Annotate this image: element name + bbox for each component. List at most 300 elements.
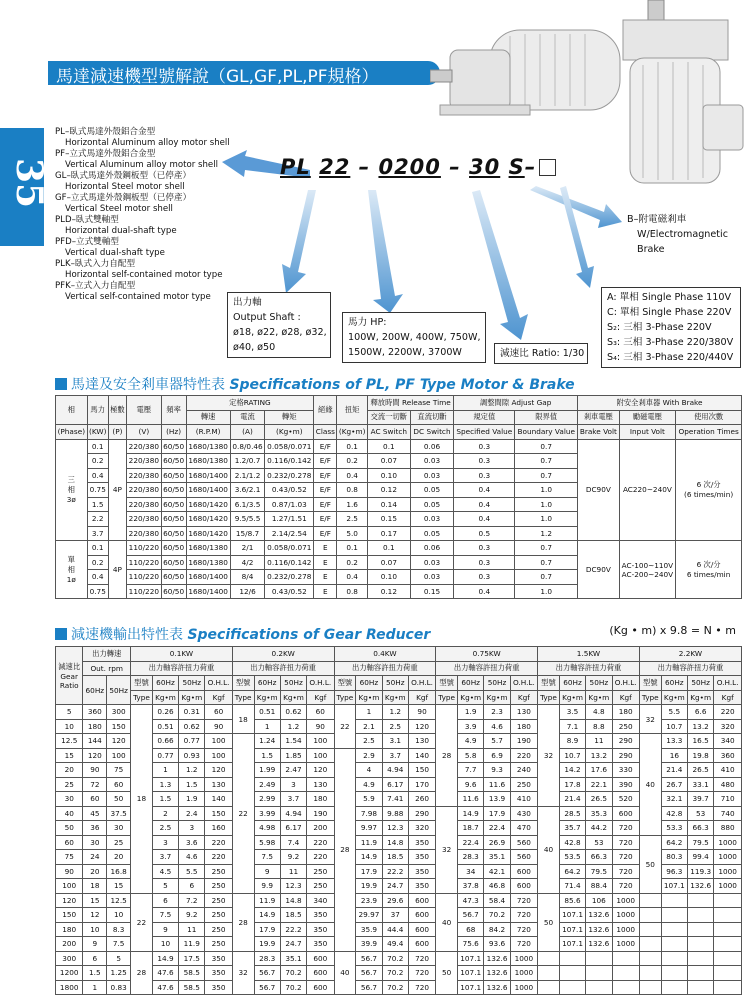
table-cell: 60Hz bbox=[458, 676, 484, 691]
table-cell: 1.6 bbox=[337, 497, 368, 512]
section-marker-icon bbox=[55, 628, 67, 640]
table-cell: 710 bbox=[714, 792, 742, 807]
table-cell: 26.5 bbox=[586, 792, 612, 807]
phase-text: 1ø bbox=[66, 575, 76, 584]
table-cell: 0.5 bbox=[454, 526, 515, 541]
table-cell: 132.6 bbox=[586, 937, 612, 952]
table-cell: 60/50 bbox=[161, 439, 186, 454]
table-cell: Kg•m bbox=[382, 690, 408, 705]
table-cell: 99.4 bbox=[688, 850, 714, 865]
table-cell: 300 bbox=[56, 951, 83, 966]
table-cell: 型號 bbox=[131, 676, 153, 691]
table-cell: 0.31 bbox=[179, 705, 205, 720]
table-cell: 0.3 bbox=[454, 468, 515, 483]
table-cell: 3.6 bbox=[179, 835, 205, 850]
phase-text: 相 bbox=[67, 565, 75, 574]
table-cell: 規定值 bbox=[454, 410, 515, 425]
table-cell: 180 bbox=[307, 792, 334, 807]
table-cell bbox=[714, 893, 742, 908]
table-cell: 47.6 bbox=[152, 980, 178, 995]
table-cell: 0.75KW bbox=[436, 647, 538, 662]
table-cell: 1680/1400 bbox=[186, 570, 230, 585]
table-cell: Kgf bbox=[714, 690, 742, 705]
table-cell: 75 bbox=[56, 850, 83, 865]
table-cell: 11.6 bbox=[484, 777, 510, 792]
table-cell: 720 bbox=[408, 966, 435, 981]
table-cell: 1000 bbox=[612, 922, 639, 937]
table-cell: 11.6 bbox=[458, 792, 484, 807]
table-cell bbox=[538, 966, 560, 981]
table-cell: 18.5 bbox=[382, 850, 408, 865]
gear-type-cell: 50 bbox=[436, 951, 458, 995]
table-cell: 50Hz bbox=[382, 676, 408, 691]
table-cell: 16 bbox=[661, 748, 687, 763]
table-cell bbox=[661, 908, 687, 923]
table-cell: 72 bbox=[83, 777, 107, 792]
table-cell: 35.7 bbox=[559, 821, 585, 836]
table-cell: Kgf bbox=[510, 690, 537, 705]
table-cell: 11 bbox=[179, 922, 205, 937]
table-cell: 出力轉速 bbox=[83, 647, 131, 662]
table-cell: 29.6 bbox=[382, 893, 408, 908]
table-cell: 4.94 bbox=[382, 763, 408, 778]
table-cell: 1.5 bbox=[152, 792, 178, 807]
table-cell: 13.3 bbox=[661, 734, 687, 749]
table-cell bbox=[714, 980, 742, 995]
table-cell: 20 bbox=[56, 763, 83, 778]
table-cell: 14.2 bbox=[559, 763, 585, 778]
table-cell: 21.4 bbox=[661, 763, 687, 778]
table-cell: 0.232/0.278 bbox=[265, 468, 314, 483]
table-cell: 釋放時間 Release Time bbox=[367, 396, 453, 411]
table-cell: 37.5 bbox=[107, 806, 131, 821]
table-cell: 馬力 bbox=[87, 396, 108, 425]
table-cell: E bbox=[314, 541, 337, 556]
phase-text: 3ø bbox=[66, 495, 76, 505]
input-volt-text: AC-200~240V bbox=[621, 569, 674, 579]
table-cell: 4P bbox=[108, 541, 126, 599]
output-shaft-box: 出力軸 Output Shaft : ø18, ø22, ø28, ø32, ø40, ø50 bbox=[227, 292, 331, 358]
table-cell: 2.1 bbox=[356, 719, 382, 734]
table-cell: 340 bbox=[307, 893, 334, 908]
table-cell: 150 bbox=[107, 719, 131, 734]
horsepower-box: 馬力 HP: 100W, 200W, 400W, 750W, 1500W, 2200W, 3700W bbox=[342, 312, 486, 363]
table-cell bbox=[612, 980, 639, 995]
table-cell: 18.7 bbox=[458, 821, 484, 836]
table-cell: 70.2 bbox=[280, 980, 306, 995]
table-cell: 4P bbox=[108, 439, 126, 541]
table-row bbox=[56, 980, 742, 995]
table-row bbox=[56, 951, 742, 966]
table-cell: 14.9 bbox=[254, 908, 280, 923]
table-cell: 17.8 bbox=[559, 777, 585, 792]
table-cell: 1 bbox=[83, 980, 107, 995]
type-item: PLD–臥式雙軸型 Horizontal dual-shaft type bbox=[55, 215, 177, 236]
table-row bbox=[56, 647, 742, 662]
gear-type-cell: 22 bbox=[232, 734, 254, 894]
table-cell: 220 bbox=[205, 835, 232, 850]
table-cell: 0.2KW bbox=[232, 647, 334, 662]
phase-label bbox=[56, 541, 88, 599]
gear-type-cell: 28 bbox=[436, 705, 458, 807]
table-cell: 0.1 bbox=[87, 541, 108, 556]
table-cell: 5.0 bbox=[337, 526, 368, 541]
table-cell: 250 bbox=[205, 879, 232, 894]
table-cell: 26.7 bbox=[661, 777, 687, 792]
table-cell: 5.8 bbox=[458, 748, 484, 763]
table-cell: Kg•m bbox=[280, 690, 306, 705]
table-cell: 15/8.7 bbox=[230, 526, 265, 541]
table-cell bbox=[639, 966, 661, 981]
table-cell: 250 bbox=[510, 777, 537, 792]
table-cell: 9.88 bbox=[382, 806, 408, 821]
table-cell: 0.12 bbox=[367, 483, 410, 498]
table-cell: 90 bbox=[307, 719, 334, 734]
table-cell: 720 bbox=[510, 937, 537, 952]
table-cell: 70.2 bbox=[382, 980, 408, 995]
table-cell: 0.116/0.142 bbox=[265, 454, 314, 469]
table-cell: 90 bbox=[83, 763, 107, 778]
table-cell: 5 bbox=[107, 951, 131, 966]
table-cell: 5 bbox=[152, 879, 178, 894]
table-cell: 7.4 bbox=[280, 835, 306, 850]
gear-type-cell: 18 bbox=[232, 705, 254, 734]
table-cell: 極數 bbox=[108, 396, 126, 425]
table-cell: 42.8 bbox=[661, 806, 687, 821]
input-volt-text: AC-100~110V bbox=[621, 560, 674, 570]
table-cell: 21.4 bbox=[559, 792, 585, 807]
table-cell: 1800 bbox=[56, 980, 83, 995]
table-cell: 1.5 bbox=[83, 966, 107, 981]
table-cell: 119.3 bbox=[688, 864, 714, 879]
table-cell: 1.2/0.7 bbox=[230, 454, 265, 469]
table-cell: 8.3 bbox=[107, 922, 131, 937]
table-cell: 1000 bbox=[510, 966, 537, 981]
table-row bbox=[56, 661, 742, 676]
table-cell: 勵磁電壓 bbox=[619, 410, 676, 425]
type-item: GL–臥式馬達外殼鋼板型（已停產） Horizontal Steel motor shell bbox=[55, 171, 192, 192]
table-cell: 7.98 bbox=[356, 806, 382, 821]
table-cell: 180 bbox=[612, 705, 639, 720]
table-cell: 70.2 bbox=[382, 951, 408, 966]
table-cell: 600 bbox=[510, 879, 537, 894]
table-cell: Type bbox=[232, 690, 254, 705]
table-cell: 0.51 bbox=[152, 719, 178, 734]
table-cell: 2.5 bbox=[382, 719, 408, 734]
table-cell: 58.5 bbox=[179, 966, 205, 981]
table-cell: 49.4 bbox=[382, 937, 408, 952]
table-cell bbox=[639, 922, 661, 937]
gear-type-cell: 40 bbox=[639, 734, 661, 836]
table-cell: 45 bbox=[83, 806, 107, 821]
table-cell: 7.1 bbox=[559, 719, 585, 734]
table-cell: 360 bbox=[714, 748, 742, 763]
table-cell bbox=[538, 951, 560, 966]
table-cell: 12/6 bbox=[230, 584, 265, 599]
table-cell: 1000 bbox=[714, 864, 742, 879]
table-cell: DC90V bbox=[578, 439, 620, 541]
table-cell: 110/220 bbox=[127, 555, 162, 570]
table-cell: 0.77 bbox=[179, 734, 205, 749]
table-cell: 250 bbox=[205, 908, 232, 923]
gear-type-cell: 28 bbox=[334, 748, 356, 951]
table-row bbox=[56, 879, 742, 894]
table-cell: 600 bbox=[408, 908, 435, 923]
table-cell: 2.2 bbox=[87, 512, 108, 527]
table-cell: 600 bbox=[408, 922, 435, 937]
table-cell: 0.4 bbox=[87, 570, 108, 585]
table-cell: 50Hz bbox=[484, 676, 510, 691]
table-cell: 96.3 bbox=[661, 864, 687, 879]
table-cell: 1.0 bbox=[515, 497, 578, 512]
table-cell bbox=[586, 980, 612, 995]
table-cell: 0.4KW bbox=[334, 647, 436, 662]
table-cell: 0.51 bbox=[254, 705, 280, 720]
table-cell: 1.2 bbox=[280, 719, 306, 734]
table-cell: 定格RATING bbox=[186, 396, 314, 411]
gear-type-cell: 28 bbox=[131, 951, 153, 995]
table-cell: 110/220 bbox=[127, 541, 162, 556]
table-cell: 350 bbox=[205, 966, 232, 981]
table-cell: 22.4 bbox=[458, 835, 484, 850]
table-cell: 1.2 bbox=[382, 705, 408, 720]
table-cell: 60 bbox=[307, 705, 334, 720]
table-cell bbox=[639, 980, 661, 995]
table-cell: 250 bbox=[307, 879, 334, 894]
table-row bbox=[56, 821, 742, 836]
table-cell: 1.9 bbox=[458, 705, 484, 720]
table-cell: 56.7 bbox=[254, 980, 280, 995]
table-row bbox=[56, 864, 742, 879]
section-marker-icon bbox=[55, 378, 67, 390]
table-cell: 5.98 bbox=[254, 835, 280, 850]
table-cell: 1 bbox=[356, 705, 382, 720]
table-cell: 60/50 bbox=[161, 584, 186, 599]
table-cell: 13.2 bbox=[688, 719, 714, 734]
table-cell: Type bbox=[131, 690, 153, 705]
table-cell: 5.7 bbox=[484, 734, 510, 749]
table-cell: (R.P.M) bbox=[186, 425, 230, 440]
table-cell: 220 bbox=[510, 748, 537, 763]
table-cell: 56.7 bbox=[356, 980, 382, 995]
table-cell: 0.2 bbox=[87, 454, 108, 469]
table-cell: 3.9 bbox=[458, 719, 484, 734]
table-cell: 5.9 bbox=[356, 792, 382, 807]
table-cell bbox=[688, 908, 714, 923]
table-cell: 71.4 bbox=[559, 879, 585, 894]
table-cell: 50Hz bbox=[688, 676, 714, 691]
table-cell: 12.3 bbox=[280, 879, 306, 894]
table-cell: 22.2 bbox=[280, 922, 306, 937]
table-cell: 1.54 bbox=[280, 734, 306, 749]
table-cell: 107.1 bbox=[559, 937, 585, 952]
table-cell: 220/380 bbox=[127, 512, 162, 527]
table-cell: 28.3 bbox=[254, 951, 280, 966]
table-cell: 2.3 bbox=[484, 705, 510, 720]
table-cell: 250 bbox=[205, 893, 232, 908]
table-cell: 250 bbox=[205, 864, 232, 879]
table-cell: 0.93 bbox=[179, 748, 205, 763]
table-cell: Kgf bbox=[205, 690, 232, 705]
table-cell: 180 bbox=[83, 719, 107, 734]
arrow-to-phase bbox=[560, 186, 594, 288]
table-cell: 200 bbox=[56, 937, 83, 952]
table-cell: 39.7 bbox=[688, 792, 714, 807]
table-row bbox=[56, 748, 742, 763]
table-cell: 190 bbox=[307, 806, 334, 821]
brake-box: B–附電磁剎車 W/Electromagnetic Brake bbox=[622, 210, 733, 259]
table-cell: 250 bbox=[307, 864, 334, 879]
table-cell: E/F bbox=[314, 439, 337, 454]
table-cell: 0.83 bbox=[107, 980, 131, 995]
type-item: PF–立式馬達外殼鋁合金型 Vertical Aluminum alloy motor shell bbox=[55, 149, 218, 170]
table-cell: 68 bbox=[458, 922, 484, 937]
phase-text: 三 bbox=[67, 475, 75, 485]
table-cell: 60/50 bbox=[161, 468, 186, 483]
table-row bbox=[56, 734, 742, 749]
model-code: PL 22 – 0200 – 30 S– bbox=[280, 155, 556, 179]
table-row bbox=[56, 763, 742, 778]
table-cell: 720 bbox=[510, 908, 537, 923]
table-cell: 37.8 bbox=[458, 879, 484, 894]
table-cell: AC Switch bbox=[367, 425, 410, 440]
table-cell: 107.1 bbox=[559, 922, 585, 937]
table-cell: 20 bbox=[107, 850, 131, 865]
table-cell: 3.7 bbox=[152, 850, 178, 865]
gear-type-cell: 32 bbox=[538, 705, 560, 807]
table-cell: 0.1KW bbox=[131, 647, 233, 662]
table-cell: 44.4 bbox=[382, 922, 408, 937]
table-cell: (Kg•m) bbox=[337, 425, 368, 440]
table-cell: 1000 bbox=[714, 850, 742, 865]
table-cell: O.H.L. bbox=[205, 676, 232, 691]
table-cell bbox=[639, 951, 661, 966]
table-cell: 350 bbox=[408, 879, 435, 894]
table-cell: 35.1 bbox=[280, 951, 306, 966]
table-cell: 170 bbox=[408, 777, 435, 792]
table-cell: (KW) bbox=[87, 425, 108, 440]
table-cell: 150 bbox=[56, 908, 83, 923]
table-cell: 1.2 bbox=[515, 526, 578, 541]
table-cell: 100 bbox=[205, 734, 232, 749]
table-cell: 56.7 bbox=[356, 951, 382, 966]
table-cell: 350 bbox=[408, 864, 435, 879]
table-cell: 180 bbox=[56, 922, 83, 937]
table-cell: 50Hz bbox=[586, 676, 612, 691]
table-cell: 290 bbox=[612, 748, 639, 763]
table-cell: 600 bbox=[307, 951, 334, 966]
table-cell: 60 bbox=[107, 777, 131, 792]
table-cell: 2.1/1.2 bbox=[230, 468, 265, 483]
table-cell: O.H.L. bbox=[510, 676, 537, 691]
table-cell: 60 bbox=[205, 705, 232, 720]
table-cell: 140 bbox=[408, 748, 435, 763]
table-cell: 60/50 bbox=[161, 512, 186, 527]
table-cell: 130 bbox=[307, 777, 334, 792]
table-cell: 107.1 bbox=[559, 908, 585, 923]
phase-label bbox=[56, 439, 88, 541]
table-cell: 1.3 bbox=[152, 777, 178, 792]
table-cell: Kg•m bbox=[688, 690, 714, 705]
table-cell: E/F bbox=[314, 497, 337, 512]
table-cell: 出力軸容許扭力荷重 bbox=[334, 661, 436, 676]
table-cell: 120 bbox=[307, 763, 334, 778]
table-cell: 相 bbox=[56, 396, 88, 425]
table-cell: O.H.L. bbox=[612, 676, 639, 691]
table-cell: 頻率 bbox=[161, 396, 186, 425]
table-cell: 0.17 bbox=[367, 526, 410, 541]
table-cell: 1680/1380 bbox=[186, 439, 230, 454]
table-cell: 33.1 bbox=[688, 777, 714, 792]
table-cell: 13.9 bbox=[484, 792, 510, 807]
table-cell: 7.2 bbox=[179, 893, 205, 908]
table-cell: 0.87/1.03 bbox=[265, 497, 314, 512]
table-cell: (Hz) bbox=[161, 425, 186, 440]
table-cell: 1200 bbox=[56, 966, 83, 981]
table-cell: 79.5 bbox=[688, 835, 714, 850]
table-cell: 60/50 bbox=[161, 555, 186, 570]
table-cell: 1.5 bbox=[87, 497, 108, 512]
gear-type-cell: 50 bbox=[639, 835, 661, 893]
table-cell: 轉矩 bbox=[265, 410, 314, 425]
table-cell: 0.06 bbox=[410, 439, 454, 454]
table-cell: 15 bbox=[56, 748, 83, 763]
table-cell: 250 bbox=[612, 719, 639, 734]
table-cell bbox=[714, 922, 742, 937]
table-cell: AC220~240V bbox=[619, 439, 676, 541]
table-cell: 0.2 bbox=[87, 555, 108, 570]
table-cell: 4.6 bbox=[484, 719, 510, 734]
table-cell: 132.6 bbox=[586, 908, 612, 923]
table-cell: 0.3 bbox=[454, 570, 515, 585]
table-cell: 2/1 bbox=[230, 541, 265, 556]
table-cell: 12.5 bbox=[56, 734, 83, 749]
table-cell: 47.3 bbox=[458, 893, 484, 908]
table-cell: 350 bbox=[307, 922, 334, 937]
table-cell: 34 bbox=[458, 864, 484, 879]
table-cell: 60/50 bbox=[161, 454, 186, 469]
table-cell: 220 bbox=[307, 850, 334, 865]
table-cell: 130 bbox=[510, 705, 537, 720]
table-cell: 25 bbox=[56, 777, 83, 792]
table-cell: 107.1 bbox=[661, 879, 687, 894]
table-cell: 0.7 bbox=[515, 454, 578, 469]
table-cell: 出力軸容許扭力荷重 bbox=[131, 661, 233, 676]
table-cell: 60/50 bbox=[161, 483, 186, 498]
table-cell: 0.15 bbox=[410, 584, 454, 599]
table-cell: 1.85 bbox=[280, 748, 306, 763]
table-cell: 1680/1380 bbox=[186, 541, 230, 556]
table-cell: 3.7 bbox=[87, 526, 108, 541]
table-cell bbox=[661, 966, 687, 981]
table-cell: 3.6/2.1 bbox=[230, 483, 265, 498]
table-cell: 290 bbox=[408, 806, 435, 821]
table-cell: 560 bbox=[510, 835, 537, 850]
table-cell: E/F bbox=[314, 526, 337, 541]
gear-type-cell: 40 bbox=[334, 951, 356, 995]
table-cell: 290 bbox=[612, 734, 639, 749]
table-cell: 150 bbox=[205, 806, 232, 821]
table-cell: 350 bbox=[408, 835, 435, 850]
table-cell: 53 bbox=[586, 835, 612, 850]
phase-box: A: 單相 Single Phase 110V C: 單相 Single Phase 220V S₂: 三相 3-Phase 220V S₃: 三相 3-Phase 220/380V S₄: 三相 3-Phase 220/440V bbox=[601, 287, 741, 368]
table-cell: Kg•m bbox=[586, 690, 612, 705]
page-number: 35 bbox=[8, 157, 51, 209]
table-cell: 37 bbox=[382, 908, 408, 923]
table-row bbox=[56, 806, 742, 821]
table-cell: 1680/1400 bbox=[186, 483, 230, 498]
table-cell: 0.15 bbox=[367, 512, 410, 527]
